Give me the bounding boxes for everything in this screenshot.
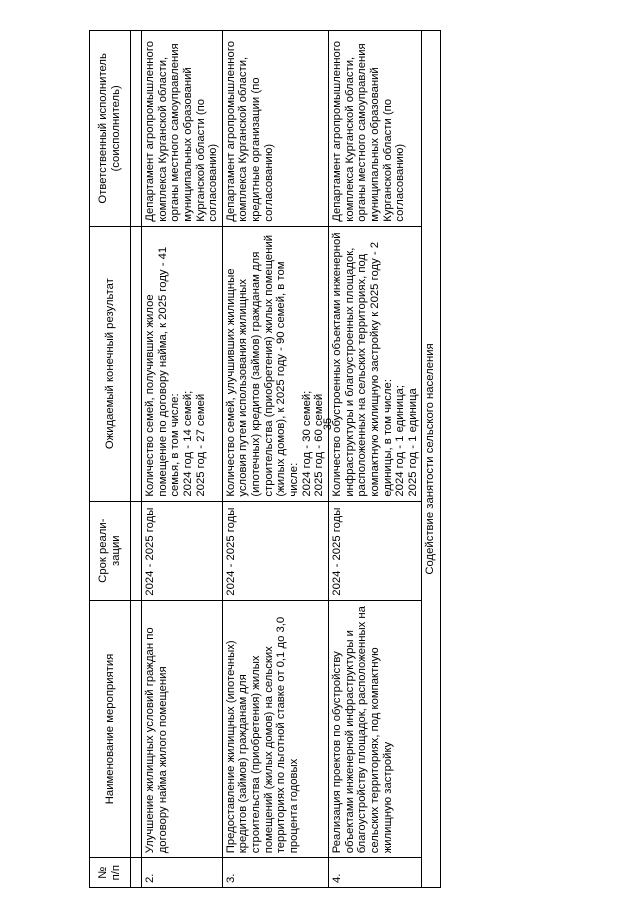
- header-responsible: Ответственный исполнитель (соисполнитель): [90, 31, 131, 227]
- row-term: 2024 - 2025 годы: [222, 501, 328, 600]
- row-num: 4.: [328, 858, 421, 888]
- section-row: [422, 31, 441, 888]
- spacer-row: [131, 31, 142, 888]
- row-responsible: Департамент агропромышленного комплекса Курганской области, кредитные организации (по согласованию): [222, 31, 328, 227]
- spacer-cell: [131, 858, 142, 888]
- spacer-cell: [131, 226, 142, 501]
- row-term: 2024 - 2025 годы: [328, 501, 421, 600]
- table-row: [222, 31, 328, 888]
- row-responsible: Департамент агропромышленного комплекса Курганской области, органы местного самоуправления муниципальных образований Курганской области (по согласованию): [328, 31, 421, 227]
- result-line: Количество семей, улучшивших жилищные условия путем использования жилищных (ипотечных) кредитов (займов) гражданам для строительства (приобретения) жилых помещений (жилых домов), к 2025 году - 90 семей, в том числе:: [224, 234, 301, 497]
- result-line: 2025 год - 60 семей: [313, 393, 326, 497]
- row-num: 2.: [142, 858, 223, 888]
- spacer-cell: [131, 31, 142, 227]
- row-result: [328, 226, 421, 501]
- row-result: [142, 226, 223, 501]
- row-result: [222, 226, 328, 501]
- result-line: Количество семей, получивших жилое помещение по договору найма, к 2025 году - 41 семья, в том числе:: [144, 246, 182, 497]
- spacer-cell: [131, 501, 142, 600]
- header-name: Наименование мероприятия: [90, 600, 131, 858]
- result-line: 2025 год - 1 единица: [406, 388, 419, 497]
- result-line: Количество обустроенных объектами инженерной инфраструктуры и благоустроенных площадок, расположенных на сельских территориях, под компактную жилищную застройку к 2025 году - 2 единицы, в том числе:: [330, 232, 394, 497]
- header-row: [90, 31, 131, 888]
- row-name: Предоставление жилищных (ипотечных) кредитов (займов) гражданам для строительства (приобретения) жилых помещений (жилых домов) на сельских территориях по льготной ставке от 0,1 до 3,0 процента годовых: [222, 600, 328, 858]
- row-num: 3.: [222, 858, 328, 888]
- result-line: 2024 год - 1 единица;: [394, 385, 407, 497]
- spacer-cell: [131, 600, 142, 858]
- row-name: Улучшение жилищных условий граждан по договору найма жилого помещения: [142, 600, 223, 858]
- result-line: 2025 год - 27 семей: [194, 393, 207, 497]
- table-row: [142, 31, 223, 888]
- page-number: 35: [322, 417, 334, 431]
- row-name: Реализация проектов по обустройству объектами инженерной инфраструктуры и благоустройству площадок, расположенных на сельских территориях, под компактную жилищную застройку: [328, 600, 421, 858]
- header-result: Ожидаемый конечный результат: [90, 226, 131, 501]
- row-term: 2024 - 2025 годы: [142, 501, 223, 600]
- header-term: Срок реали-зации: [90, 501, 131, 600]
- header-num: № п/п: [90, 858, 131, 888]
- result-line: 2024 год - 30 семей;: [300, 390, 313, 497]
- measures-table: [89, 30, 441, 888]
- section-title: Содействие занятости сельского населения: [422, 31, 441, 888]
- result-line: 2024 год - 14 семей;: [181, 390, 194, 497]
- table-row: [328, 31, 421, 888]
- row-responsible: Департамент агропромышленного комплекса Курганской области, органы местного самоуправления муниципальных образований Курганской области (по согласованию): [142, 31, 223, 227]
